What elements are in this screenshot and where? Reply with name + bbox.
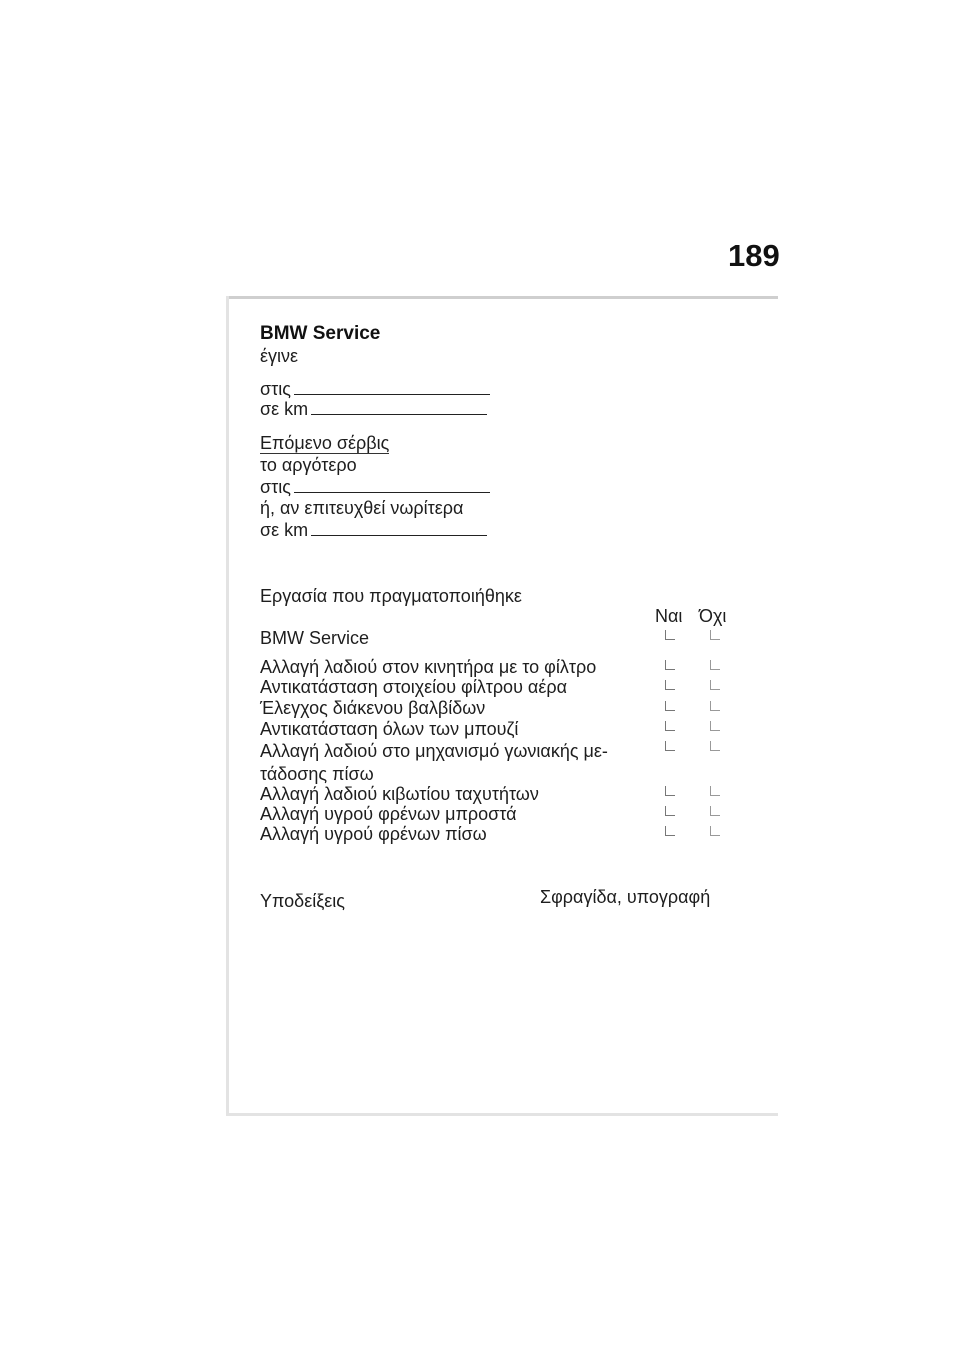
work-item: τάδοσης πίσω bbox=[260, 764, 374, 784]
checkbox-no[interactable] bbox=[710, 680, 720, 690]
checkbox-yes[interactable] bbox=[665, 826, 675, 836]
checkbox-yes[interactable] bbox=[665, 741, 675, 751]
next-km-label: σε km bbox=[260, 520, 309, 540]
checkbox-no[interactable] bbox=[710, 660, 720, 670]
checkbox-yes[interactable] bbox=[665, 701, 675, 711]
frame-left-rule bbox=[226, 296, 229, 1116]
checkbox-no[interactable] bbox=[710, 806, 720, 816]
work-item: Αντικατάσταση στοιχείου φίλτρου αέρα bbox=[260, 677, 567, 697]
checkbox-no[interactable] bbox=[710, 786, 720, 796]
checkbox-yes[interactable] bbox=[665, 630, 675, 640]
checkbox-no[interactable] bbox=[710, 721, 720, 731]
done-km-row bbox=[260, 398, 487, 420]
checkbox-yes[interactable] bbox=[665, 680, 675, 690]
next-latest: το αργότερο bbox=[260, 455, 357, 475]
stamp-signature-label: Σφραγίδα, υπογραφή bbox=[540, 887, 711, 907]
next-service-title: Επόμενο σέρβις bbox=[260, 433, 390, 453]
next-km-blank[interactable] bbox=[311, 535, 487, 536]
work-item: Αντικατάσταση όλων των μπουζί bbox=[260, 719, 519, 739]
done-km-label: σε km bbox=[260, 399, 309, 419]
checkbox-yes[interactable] bbox=[665, 721, 675, 731]
frame-top-rule bbox=[226, 296, 778, 299]
next-date-label: στις bbox=[260, 477, 291, 497]
col-no-header: Όχι bbox=[699, 606, 727, 626]
work-item: Αλλαγή υγρού φρένων πίσω bbox=[260, 824, 487, 844]
work-item: BMW Service bbox=[260, 628, 370, 648]
done-date-label: στις bbox=[260, 379, 291, 399]
checkbox-yes[interactable] bbox=[665, 660, 675, 670]
service-subtitle: έγινε bbox=[260, 346, 299, 366]
next-date-blank[interactable] bbox=[294, 492, 490, 493]
checkbox-no[interactable] bbox=[710, 630, 720, 640]
service-title: BMW Service bbox=[260, 323, 381, 344]
checkbox-no[interactable] bbox=[710, 741, 720, 751]
frame-bottom-rule bbox=[226, 1113, 778, 1116]
checkbox-no[interactable] bbox=[710, 701, 720, 711]
next-km-row bbox=[260, 519, 487, 541]
notes-label: Υποδείξεις bbox=[260, 891, 345, 911]
checkbox-no[interactable] bbox=[710, 826, 720, 836]
work-item: Έλεγχος διάκενου βαλβίδων bbox=[260, 698, 486, 718]
col-yes-header: Ναι bbox=[655, 606, 683, 626]
page-number: 189 bbox=[728, 238, 780, 273]
done-km-blank[interactable] bbox=[311, 414, 487, 415]
done-date-row bbox=[260, 378, 490, 400]
work-item: Αλλαγή λαδιού στον κινητήρα με το φίλτρο bbox=[260, 657, 597, 677]
work-heading: Εργασία που πραγματοποιήθηκε bbox=[260, 586, 522, 606]
done-date-blank[interactable] bbox=[294, 394, 490, 395]
next-date-row bbox=[260, 476, 490, 498]
checkbox-yes[interactable] bbox=[665, 786, 675, 796]
work-item: Αλλαγή λαδιού στο μηχανισμό γωνιακής με- bbox=[260, 741, 608, 761]
work-item: Αλλαγή υγρού φρένων μπροστά bbox=[260, 804, 517, 824]
work-item: Αλλαγή λαδιού κιβωτίου ταχυτήτων bbox=[260, 784, 539, 804]
next-or-earlier: ή, αν επιτευχθεί νωρίτερα bbox=[260, 498, 464, 518]
next-service-title-wrap bbox=[260, 432, 389, 454]
checkbox-yes[interactable] bbox=[665, 806, 675, 816]
